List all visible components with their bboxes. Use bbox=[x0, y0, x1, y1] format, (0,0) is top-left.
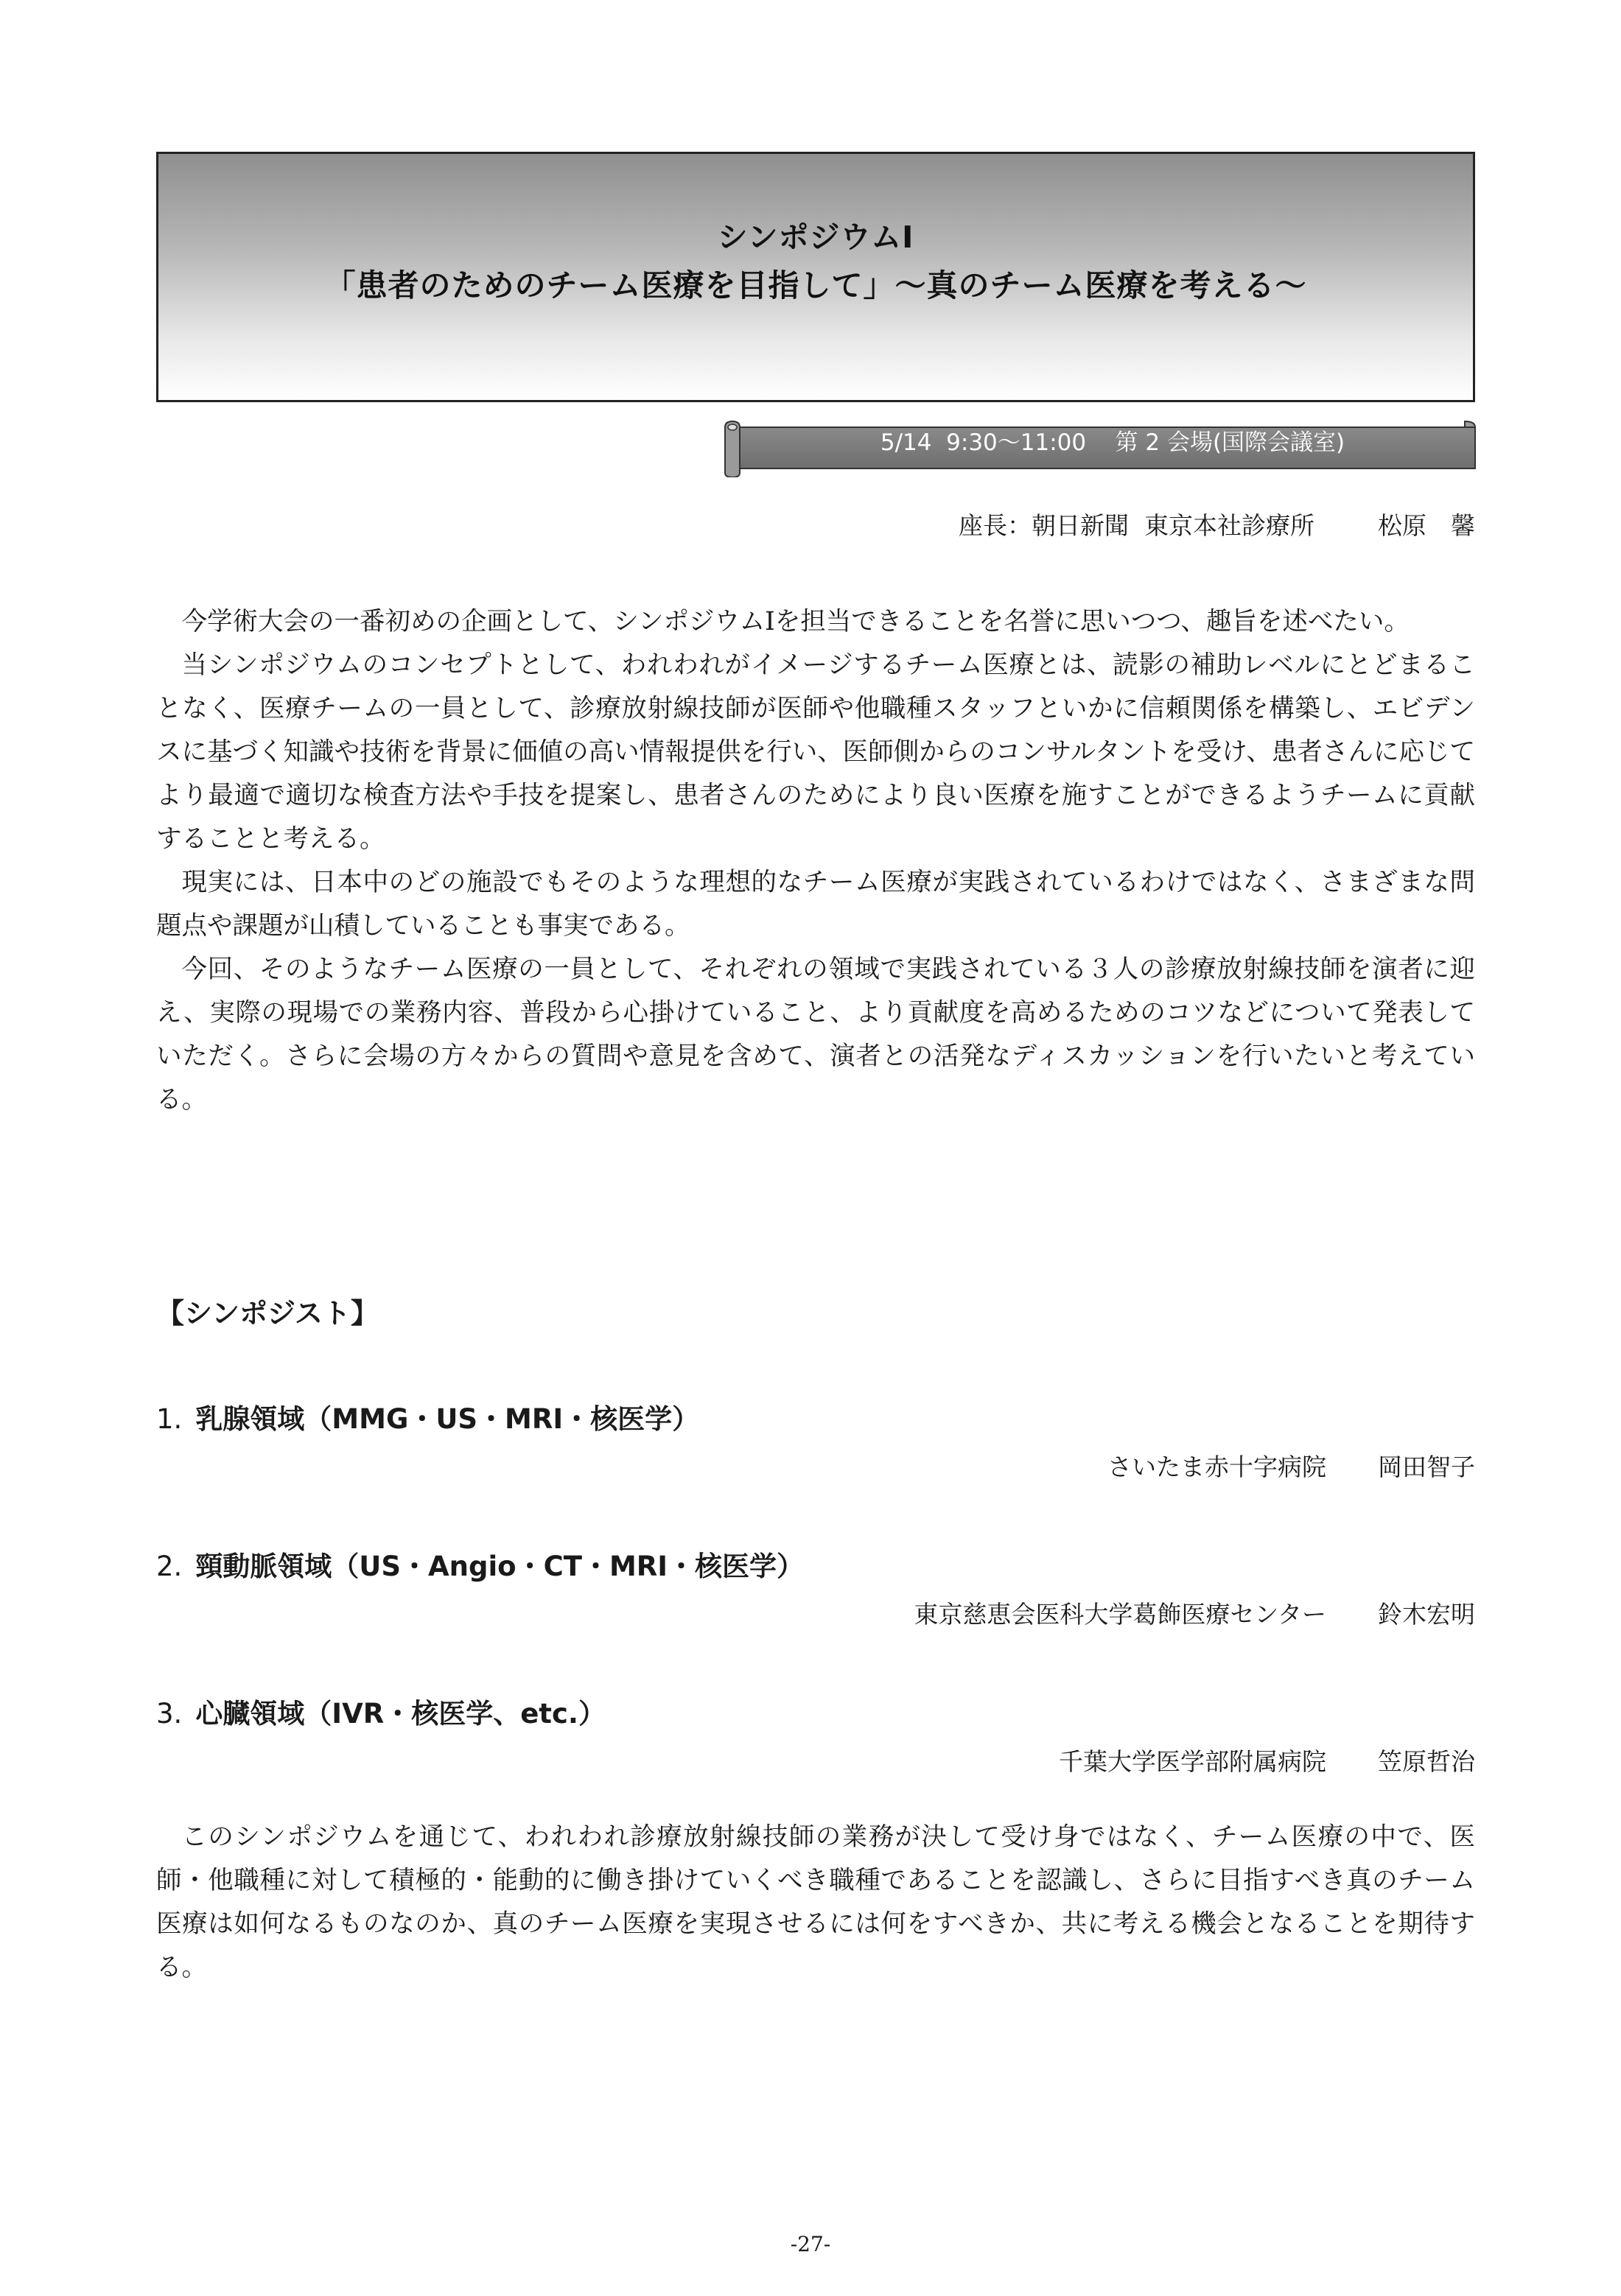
speaker-name: 鈴木宏明 bbox=[1378, 1600, 1475, 1629]
session-info: 5/14 9:30～11:00 第 2 会場(国際会議室) bbox=[880, 429, 1345, 456]
speaker-name: 笠原哲治 bbox=[1378, 1747, 1475, 1776]
speaker-affiliation: 千葉大学医学部附属病院 bbox=[1059, 1747, 1326, 1776]
speaker-affiliation: さいたま赤十字病院 bbox=[1107, 1453, 1326, 1481]
speaker-number: 2. bbox=[156, 1551, 183, 1582]
symposium-subtitle: 「患者のためのチーム医療を目指して」～真のチーム医療を考える～ bbox=[324, 267, 1307, 303]
page-number: -27- bbox=[790, 2232, 831, 2256]
paragraph: 現実には、日本中のどの施設でもそのような理想的なチーム医療が実践されているわけではなく、さまざまな問題点や課題が山積していることも事実である。 bbox=[156, 868, 1475, 941]
session-banner bbox=[722, 417, 1477, 477]
speaker-affiliation-line bbox=[914, 1595, 1475, 1630]
paragraph: 今学術大会の一番初めの企画として、シンポジウムⅠを担当できることを名誉に思いつつ、趣旨を述べたい。 bbox=[181, 607, 1410, 636]
title-box bbox=[156, 152, 1475, 402]
paragraph: 当シンポジウムのコンセプトとして、われわれがイメージするチーム医療とは、読影の補助レベルにとどまることなく、医療チームの一員として、診療放射線技師が医師や他職種スタッフといかに信頼関係を構築し、エビデンスに基づく知識や技術を背景に価値の高い情報提供を行い、医師側からのコンサルタントを受け、患者さんに応じてより最適で適切な検査方法や手技を提案し、患者さんのためにより良い医療を施すことができるようチームに貢献することと考える。 bbox=[156, 650, 1475, 854]
speaker-topic bbox=[156, 1397, 699, 1436]
speaker-affiliation-line bbox=[1059, 1743, 1475, 1777]
chair-label: 座長：朝日新聞 東京本社診療所 bbox=[959, 511, 1314, 540]
speaker-affiliation: 東京慈恵会医科大学葛飾医療センター bbox=[914, 1600, 1326, 1629]
speaker-number: 3. bbox=[156, 1698, 183, 1730]
intro-text bbox=[156, 600, 1475, 1122]
speaker-number: 1. bbox=[156, 1403, 183, 1435]
symposists-heading: 【シンポジスト】 bbox=[156, 1297, 379, 1330]
speaker-topic bbox=[156, 1544, 804, 1584]
paragraph: 今回、そのようなチーム医療の一員として、それぞれの領域で実践されている３人の診療放射線技師を演者に迎え、実際の現場での業務内容、普段から心掛けていること、より貢献度を高めるためのコツなどについて発表していただく。さらに会場の方々からの質問や意見を含めて、演者との活発なディスカッションを行いたいと考えている。 bbox=[156, 955, 1475, 1114]
closing-text bbox=[156, 1816, 1475, 1990]
speaker-topic bbox=[156, 1691, 606, 1731]
speaker-field: 心臓領域（IVR・核医学、etc.） bbox=[195, 1698, 606, 1730]
chair-name: 松原 馨 bbox=[1378, 511, 1475, 540]
speaker-name: 岡田智子 bbox=[1378, 1453, 1475, 1481]
chair-line bbox=[959, 507, 1475, 541]
speaker-field: 乳腺領域（MMG・US・MRI・核医学） bbox=[195, 1403, 700, 1435]
symposium-title: シンポジウムⅠ bbox=[717, 220, 914, 255]
paragraph: このシンポジウムを通じて、われわれ診療放射線技師の業務が決して受け身ではなく、チーム医療の中で、医師・他職種に対して積極的・能動的に働き掛けていくべき職種であることを認識し、さらに目指すべき真のチーム医療は如何なるものなのか、真のチーム医療を実現させるには何をすべきか、共に考える機会となることを期待する。 bbox=[156, 1822, 1475, 1982]
speaker-affiliation-line bbox=[1107, 1448, 1475, 1483]
speaker-field: 頸動脈領域（US・Angio・CT・MRI・核医学） bbox=[195, 1551, 805, 1582]
